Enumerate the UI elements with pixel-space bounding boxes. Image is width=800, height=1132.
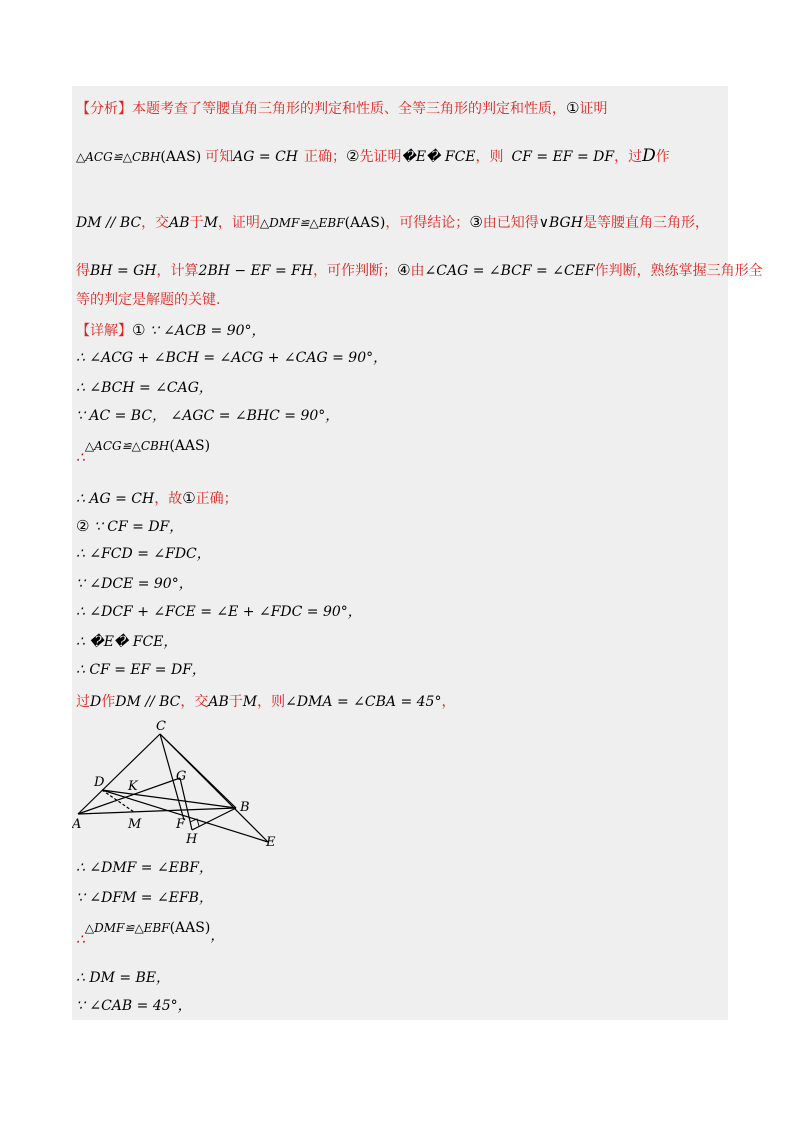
detail-line-8: ∴ ∠FCD = ∠FDC， bbox=[76, 546, 211, 562]
label-A: A bbox=[72, 817, 82, 832]
segment-BH bbox=[192, 808, 236, 830]
detail-line-6: ∴ AG = CH，故①正确； bbox=[76, 489, 238, 507]
detail-line-18: ∵ ∠CAB = 45°， bbox=[76, 998, 192, 1014]
analysis-line-5: 等的判定是解题的关键. bbox=[76, 292, 221, 308]
label-E: E bbox=[266, 835, 276, 850]
label-F: F bbox=[176, 817, 186, 832]
detail-line-12: ∴ CF = EF = DF， bbox=[76, 662, 206, 678]
detail-label: 【详解】 bbox=[76, 323, 132, 339]
detail-line-4: ∵ AC = BC， ∠AGC = ∠BHC = 90°， bbox=[76, 408, 340, 424]
label-M: M bbox=[128, 817, 142, 832]
label-D: D bbox=[94, 775, 105, 790]
detail-line-15: ∵ ∠DFM = ∠EFB， bbox=[76, 890, 213, 906]
label-G: G bbox=[176, 769, 187, 784]
detail-line-14: ∴ ∠DMF = ∠EBF， bbox=[76, 860, 213, 876]
detail-line-1: 【详解】① ∵ ∠ACB = 90°， bbox=[76, 321, 266, 339]
label-H: H bbox=[186, 832, 198, 847]
detail-line-5: ∴△ACG≌△CBH(AAS) bbox=[76, 438, 211, 466]
detail-line-11: ∴ �E� FCE， bbox=[76, 634, 178, 650]
detail-line-9: ∵ ∠DCE = 90°， bbox=[76, 576, 193, 592]
segment-AB bbox=[78, 808, 236, 814]
geometry-figure bbox=[72, 718, 292, 852]
analysis-line-1: 【分析】本题考查了等腰直角三角形的判定和性质、全等三角形的判定和性质，①证明 bbox=[76, 99, 608, 117]
detail-line-3: ∴ ∠BCH = ∠CAG， bbox=[76, 380, 213, 396]
analysis-label: 【分析】 bbox=[76, 101, 132, 117]
label-C: C bbox=[156, 719, 166, 734]
detail-line-17: ∴ DM = BE， bbox=[76, 970, 171, 986]
analysis-line-3: DM // BC，交AB于M，证明△DMF≌△EBF(AAS)，可得结论；③由已知得∨BGH是等腰直角三角形， bbox=[76, 213, 709, 231]
label-B: B bbox=[240, 800, 250, 815]
analysis-line-4: 得BH = GH，计算2BH − EF = FH，可作判断；④由∠CAG = ∠BCF = ∠CEF作判断，熟练掌握三角形全 bbox=[76, 261, 763, 279]
detail-line-2: ∴ ∠ACG + ∠BCH = ∠ACG + ∠CAG = 90°， bbox=[76, 350, 388, 366]
analysis-line-2: △ACG≌△CBH(AAS) 可知AG = CH 正确；②先证明�E� FCE，则 CF = EF = DF，过D作 bbox=[76, 146, 670, 166]
detail-line-13: 过D作DM // BC，交AB于M，则∠DMA = ∠CBA = 45°， bbox=[76, 694, 456, 710]
detail-line-7: ② ∵ CF = DF， bbox=[76, 517, 184, 535]
detail-line-16: ∴△DMF≌△EBF(AAS)， bbox=[76, 920, 225, 948]
label-K: K bbox=[128, 779, 138, 794]
detail-line-10: ∴ ∠DCF + ∠FCE = ∠E + ∠FDC = 90°， bbox=[76, 604, 362, 620]
